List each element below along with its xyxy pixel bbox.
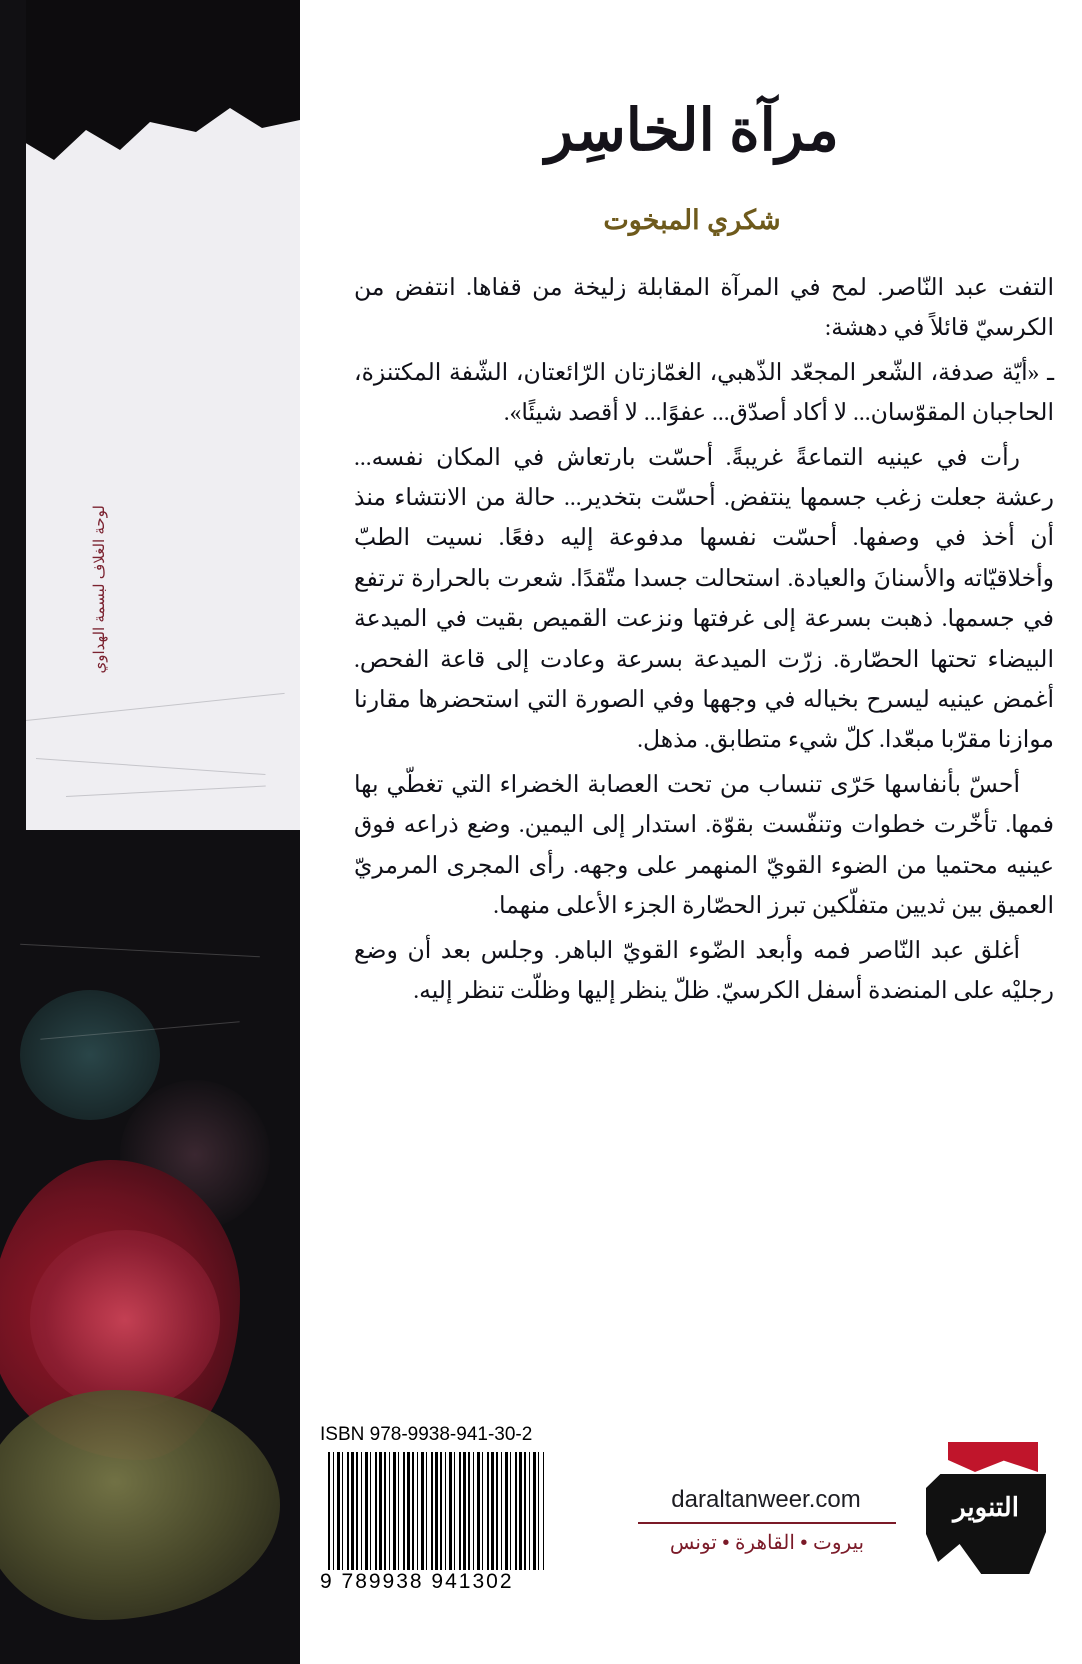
flag-icon [948,1442,1038,1472]
blurb-paragraph: التفت عبد النّاصر. لمح في المرآة المقابلة زليخة من قفاها. انتفض من الكرسيّ قائلاً في دهشة: [354,275,1054,342]
cover-artwork-strip [0,0,300,1664]
artwork-top-black-shape [0,0,300,175]
book-title: مرآة الخاسِر [545,98,839,163]
artwork-blob-olive [0,1390,280,1620]
artwork-blob-teal [20,990,160,1120]
publisher-website[interactable]: daraltanweer.com [671,1486,861,1513]
artwork-scratch-lines [26,700,300,840]
isbn-label: ISBN 978-9938-941-30-2 [320,1424,533,1445]
barcode-digits: 9 789938 941302 [320,1570,514,1593]
blurb-paragraph: رأت في عينيه التماعةً غريبةً. أحسّت بارتعاش في المكان نفسه... رعشة جعلت زغب جسمها ينتفض. أحسّت بتخدير... حالة من الانتشاء منذ أن أخذ في وصفها. أحسّت نفسها مدفوعة إليه دفعًا. نسيت الطبّ وأخلاقيّاته والأسنانَ والعيادة. استحالت جسدا متّقدًا. شعرت بالحرارة ترتفع في جسمها. ذهبت بسرعة إلى غرفتها ونزعت القميص بقيت في الميدعة البيضاء تحتها الحصّارة. زرّت الميدعة بسرعة وعادت إلى قاعة الفحص. أغمض عينيه ليسرح بخياله في وجهها وفي الصورة التي استحضرها مقارنا موازنا مقرّبا مبعّدا. كلّ شيء متطابق. مذهل. [354,444,1054,754]
publisher-cities: بيروت • القاهرة • تونس [669,1532,865,1554]
publisher-divider [638,1522,896,1524]
cover-artwork-credit: لوحة الغلاف لبسمة الهداوي [91,505,108,674]
publisher-mark-shape [926,1474,1046,1574]
barcode-bars [328,1452,544,1570]
publisher-mark-text: التنوير [953,1492,1019,1522]
publisher-block [626,1440,1046,1610]
back-cover-content [300,0,1082,1664]
blurb-paragraph: ـ «أيّة صدفة، الشّعر المجعّد الذّهبي، الغمّازتان الرّائعتان، الشّفة المكتنزة، الحاجبان المقوّسان... لا أكاد أصدّق... عفوًا... لا أقصد شيئًا». [354,359,1054,427]
barcode [320,1452,552,1602]
blurb-paragraph: أغلق عبد النّاصر فمه وأبعد الضّوء القويّ الباهر. وجلس بعد أن وضع رجليْه على المنضدة أسفل الكرسيّ. ظلّ ينظر إليها وظلّت تنظر إليه. [354,937,1054,1004]
artwork-scratch [20,944,260,958]
blurb-paragraph: أحسّ بأنفاسها حَرّى تنساب من تحت العصابة الخضراء التي تغطّي بها فمها. تأخّرت خطوات وتنفّست بقوّة. استدار إلى اليمين. وضع ذراعه فوق عينيه محتميا من الضوء القويّ المنهمر على وجهه. رأى المجرى المرمريّ العميق بين ثديين متفلّكين تبرز الحصّارة الجزء الأعلى منهما. [354,771,1054,920]
artwork-blob-pink [30,1230,220,1410]
publisher-logo-icon [918,1440,1046,1580]
blurb-text [354,268,1054,1015]
book-author: شكري المبخوت [603,205,781,235]
artwork-bottom-painting [0,830,300,1664]
